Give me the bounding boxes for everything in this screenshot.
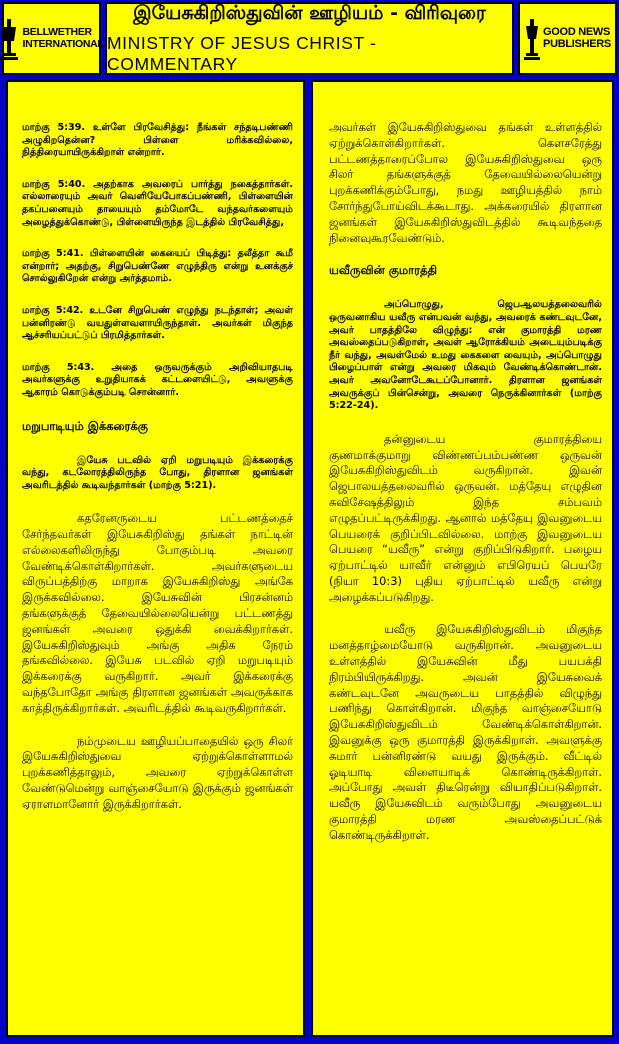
section-heading-left: மறுபாடியும் இக்கரைக்கு bbox=[22, 418, 148, 433]
verse-5-43: மாற்கு 5:43. அதை ஒருவருக்கும் அறிவியாதபடி அவர்களுக்கு உறுதியாகக் கட்டளையிட்டு, அவளுக்கு ஆகாரம் கொடுக்கும்படி சொன்னார். bbox=[22, 361, 293, 398]
body-paragraph: கதரேனருடைய பட்டணத்தைச் சேர்ந்தவர்கள் இயேசுகிறிஸ்து தங்கள் நாட்டின் எல்லைகளிலிருந்து போகும்படி அவரை வேண்டிக்கொள்கிறார்கள். அவர்களுடைய விருப்பத்திற்கு மாறாக இயேசுகிறிஸ்து அங்கே இருக்கவில்லை. இயேசுவின் பிரசன்னம் தங்களுக்குத் தேவையில்லையென்று பட்டணத்து ஜனங்கள் அவரை ஒதுக்கி வைக்கிறார்கள். இயேசுகிறிஸ்துவும் அங்கு அதிக நேரம் தங்கவில்லை. இயேசு படவில் ஏறி மறுபடியும் இக்கரைக்கு வருகிறார். அவர் இக்கரைக்கு வந்தபோதோ அங்கு திரளான ஜனங்கள் அவருக்காக காத்திருக்கிறார்கள். அவரிடத்தில் கூடிவருகிறார்கள். bbox=[22, 511, 293, 715]
page-title-english: MINISTRY OF JESUS CHRIST - COMMENTARY bbox=[107, 33, 377, 74]
right-column bbox=[311, 80, 614, 1037]
goodnews-logo-box bbox=[518, 2, 617, 75]
quote-verse: அப்பொழுது, ஜெபஆலயத்தலைவரில் ஒருவனாகிய யவீரு என்பவன் வந்து, அவரைக் கண்டவுடனே, அவர் பாதத்திலே விழுந்து: என் குமாரத்தி மரண அவஸ்தைப்படுகிறாள், அவள் ஆரோக்கியம் அடையும்படிக்கு நீர் வந்து, அவள்மேல் உமது கைகளை வையும், அப்பொழுது பிழைப்பாள் என்று அவரை மிகவும் வேண்டிக்கொண்டான். அவர் அவனோடேகூடப்போனார். திரளான ஜனங்கள் அவருக்குப் பின்சென்று, அவரை நெருக்கினார்கள் (மாற்கு 5:22-24). bbox=[329, 299, 602, 412]
bellwether-logo-box bbox=[2, 2, 104, 75]
lamp-icon bbox=[0, 17, 19, 61]
title-box bbox=[105, 2, 514, 75]
verse-5-40: மாற்கு 5:40. அதற்காக அவரைப் பார்த்து நகைத்தார்கள். எல்லாரையும் அவர் வெளியேபோகப்பண்ணி, பிள்ளையின் தகப்பனையும் தாயையும் தம்மோடே வந்தவர்களையும் அழைத்துக்கொண்டு, பிள்ளையிருந்த இடத்தில் பிரவேசித்து, bbox=[22, 178, 293, 228]
section-heading-right: யவீருவின் குமாரத்தி bbox=[329, 263, 438, 278]
intro-verse: இயேசு படவில் ஏறி மறுபடியும் இக்கரைக்கு வந்து, கடலோரத்திலிருந்த போது, திரளான ஜனங்கள் அவரிடத்தில் கூடிவந்தார்கள் (மாற்கு 5:21). bbox=[22, 454, 293, 491]
body-paragraph: தன்னுடைய குமாரத்தியை குணமாக்குமாறு விண்ணப்பம்பண்ண ஒருவன் இயேசுகிறிஸ்துவிடம் வருகிறான். இவன் ஜெபாலயத்தலைவரில் ஒருவன். மத்தேயு எழுதின சுவிசேஷத்திலும் இந்த சம்பவம் எழுதப்பட்டிருக்கிறது. ஆனால் மத்தேயு இவனுடைய பெயரைக் குறிப்பிடவில்லை. மாற்கு இவனுடைய பெயரை “யவீரு” என்று குறிப்பிடுகிறார். பழைய ஏற்பாட்டில் யாவீர் என்னும் எபிரெயப் பெயரே (நியா 10:3) புதிய ஏற்பாட்டில் யவீரு என்று அழைக்கப்படுகிறது. bbox=[329, 431, 602, 604]
page-title-tamil: இயேசுகிறிஸ்துவின் ஊழியம் - விரிவுரை bbox=[133, 2, 486, 24]
body-paragraph: அவர்கள் இயேசுகிறிஸ்துவை தங்கள் உள்ளத்தில் ஏற்றுக்கொள்கிறார்கள். கௌசரேத்து பட்டணத்தாரைப்போல இயேசுகிறிஸ்துவை ஒரு சிலர் தங்களுக்குத் தேவையில்லையென்று புறக்கணிக்கும்போது, நமது ஊழியத்தில் நாம் சோர்ந்துபோய்விடக்கூடாது. அக்கரையில் திரளான ஜனங்கள் இயேசுகிறிஸ்துவிடத்தில் கூடிவந்ததை நினைவுகூரவேண்டும். bbox=[329, 120, 602, 245]
goodnews-logo-line2: PUBLISHERS bbox=[543, 37, 611, 50]
verse-5-42: மாற்கு 5:42. உடனே சிறுபெண் எழுந்து நடந்தாள்; அவள் பன்னிரண்டு வயதுள்ளவளாயிருந்தாள். அவர்கள் மிகுந்த ஆச்சரியப்பட்டுப் பிரமித்தார்கள். bbox=[22, 304, 293, 342]
verse-5-39: மாற்கு 5:39. உள்ளே பிரவேசித்து: நீங்கள் சந்தடிபண்ணி அழுகிறதென்ன? பிள்ளை மரிக்கவில்லை, நித்திரையாயிருக்கிறாள் என்றார். bbox=[22, 122, 293, 159]
body-paragraph: யவீரு இயேசுகிறிஸ்துவிடம் மிகுந்த மனத்தாழ்மையோடு வருகிறான். அவனுடைய உள்ளத்தில் இயேசுவின் மீது பயபக்தி நிரம்பியிருக்கிறது. அவன் இயேசுவைக் கண்டவுடனே அவருடைய பாதத்தில் விழுந்து பணிந்து கொள்கிறான். மிகுந்த வாஞ்சையோடு இயேசுகிறிஸ்துவிடம் வேண்டிக்கொள்கிறான். இவனுக்கு ஒரு குமாரத்தி இருக்கிறாள். அவளுக்கு சுமார் பன்னிரண்டு வயது இருக்கும். வீட்டில் ஓடியாடி விளையாடிக் கொண்டிருக்கிறாள். அப்போது அவள் திடீரென்று வியாதிப்படுகிறாள். யவீரு இயேசுவிடம் வரும்போது அவனுடைய குமாரத்தி மரண அவஸ்தைப்பட்டுக் கொண்டிருக்கிறாள். bbox=[329, 622, 602, 842]
bellwether-logo-line2: INTERNATIONAL bbox=[22, 37, 104, 50]
body-paragraph: நம்முடைய ஊழியப்பாதையில் ஒரு சிலர் இயேசுகிறிஸ்துவை ஏற்றுக்கொள்ளாமல் புறக்கணித்தாலும், அவரை ஏற்றுக்கொள்ள வேண்டுமென்று வாஞ்சையோடு இருக்கும் ஜனங்கள் ஏராளமானோர் இருக்கிறார்கள். bbox=[22, 733, 293, 811]
goodnews-logo-line1: GOOD NEWS bbox=[543, 25, 611, 38]
goodnews-logo bbox=[524, 17, 611, 61]
bellwether-logo bbox=[0, 17, 104, 61]
left-column bbox=[6, 80, 305, 1037]
verse-5-41: மாற்கு 5:41. பிள்ளையின் கையைப் பிடித்து: தலீத்தா கூமீ என்றார்; அதற்கு, சிறுபெண்ணே எழுந்திரு என்று உனக்குச் சொல்லுகிறேன் என்று அர்த்தமாம். bbox=[22, 248, 293, 285]
bellwether-logo-line1: BELLWETHER bbox=[22, 26, 92, 39]
page-header bbox=[2, 2, 617, 75]
lamp-icon bbox=[524, 17, 540, 61]
